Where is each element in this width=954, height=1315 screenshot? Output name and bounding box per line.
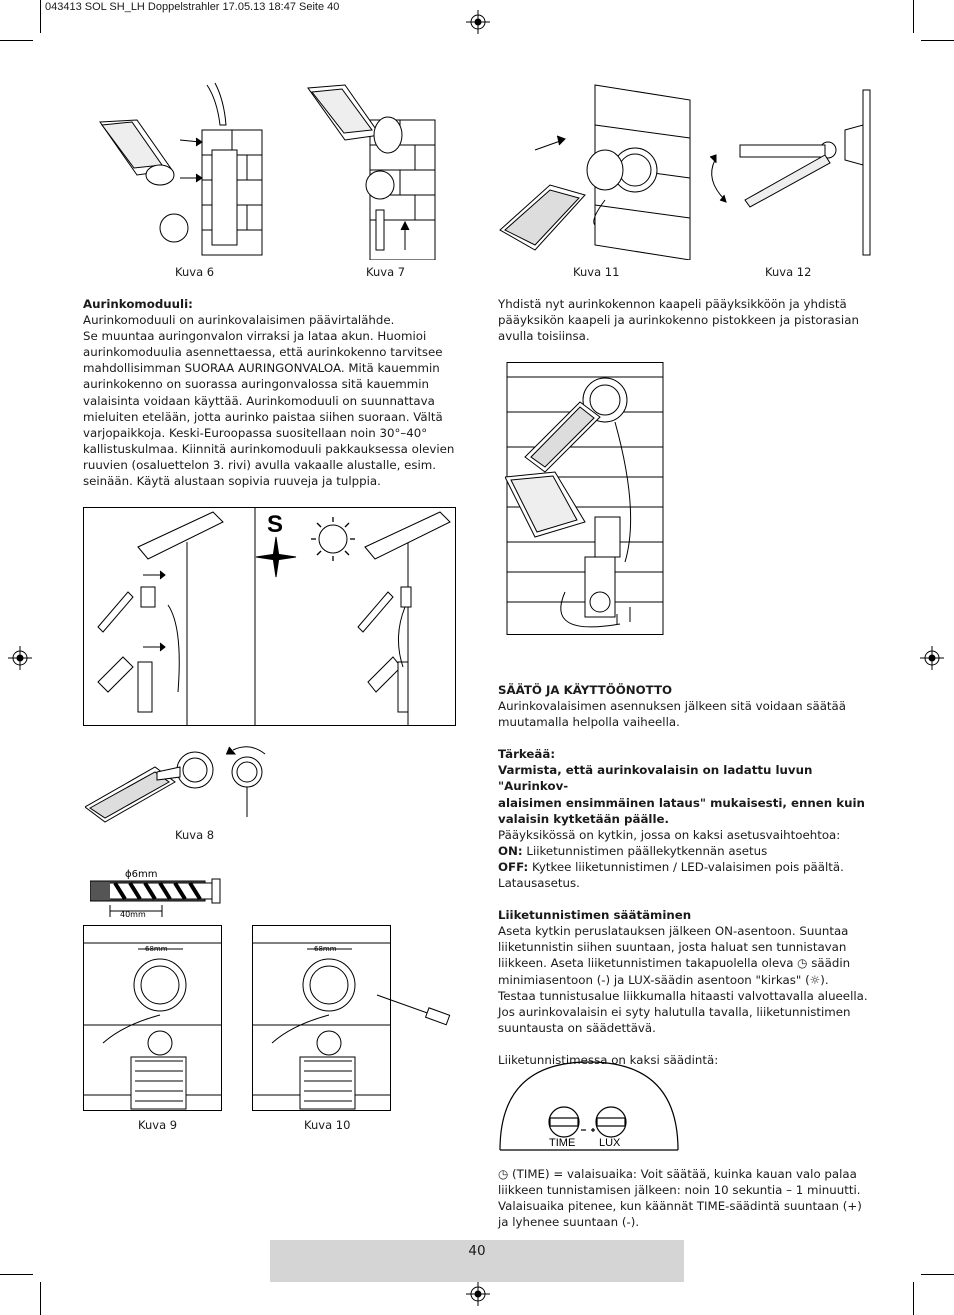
adjustment-section (498, 682, 878, 1068)
text-line: ja lyhenee suuntaan (-). (498, 1215, 640, 1230)
print-header: 043413 SOL SH_LH Doppelstrahler 17.05.13 18:47 Seite 40 (45, 1, 340, 13)
caption-kuva-6: Kuva 6 (175, 265, 215, 279)
text-line: valaisinta voidaan käyttää. Aurinkomoduuli on suunnattava (83, 393, 435, 408)
text-line: Aseta kytkin peruslatauksen jälkeen ON-asentoon. Suuntaa (498, 924, 849, 939)
on-label: ON: (498, 843, 523, 858)
caption-kuva-10: Kuva 10 (304, 1118, 351, 1132)
text-line: minimiasentoon (-) ja LUX-säädin asentoon "kirkas" (☼). (498, 972, 829, 987)
text-line: muutamalla helpolla vaiheella. (498, 715, 680, 730)
spacing-label: 68mm (145, 945, 168, 953)
solar-module-heading: Aurinkomoduuli: (83, 297, 193, 311)
orientation-diagram (83, 507, 456, 727)
adjustment-heading: SÄÄTÖ JA KÄYTTÖÖNOTTO (498, 683, 673, 697)
time-dial-label: TIME (549, 1137, 576, 1149)
text-line: liiketunnistin siihen suuntaan, josta haluat sen tunnistavan (498, 940, 847, 955)
lux-dial-label: LUX (599, 1137, 621, 1149)
caption-kuva-9: Kuva 9 (138, 1118, 178, 1132)
spacing-label: 68mm (314, 945, 337, 953)
page-number: 40 (468, 1243, 486, 1259)
registration-mark-icon (8, 646, 32, 670)
caption-kuva-8: Kuva 8 (175, 828, 215, 842)
important-line: alaisimen ensimmäinen lataus" mukaisesti, ennen kuin (498, 795, 865, 810)
crop-mark (40, 1282, 41, 1315)
figure-10-illustration (252, 925, 457, 1115)
on-text: Liiketunnistimen päällekytkennän asetus (522, 843, 768, 858)
drill-diameter-label: ϕ6mm (125, 869, 158, 880)
caption-kuva-11: Kuva 11 (573, 265, 620, 279)
text-line: mahdollisimman SUORAA AURINGONVALOA. Mitä kauemmin (83, 361, 440, 376)
off-label: OFF: (498, 859, 529, 874)
text-line: Jos aurinkovalaisin ei syty halutulla tavalla, liiketunnistimen (498, 1004, 851, 1019)
text-line: ◷ (TIME) = valaisuaika: Voit säätää, kuinka kauan valo palaa (498, 1167, 857, 1181)
text-line: Liiketunnistimessa on kaksi säädintä: (498, 1052, 719, 1067)
motion-heading: Liiketunnistimen säätäminen (498, 908, 692, 923)
solar-module-section (83, 296, 463, 489)
crop-mark (40, 0, 41, 33)
text-line: Aurinkomoduuli on aurinkovalaisimen päävirtalähde. (83, 313, 395, 328)
crop-mark (0, 40, 33, 41)
text-line: Latausasetus. (498, 876, 580, 891)
text-line: Testaa tunnistusalue liikkumalla hitaasti valvottavalla alueella. (498, 988, 868, 1003)
text-line: Valaisuaika pitenee, kun käännät TIME-säädintä suuntaan (+) (498, 1199, 862, 1214)
important-heading: Tärkeää: (498, 747, 556, 762)
text-line: liikkeen tunnistamisen jälkeen: noin 10 sekuntia – 1 minuutti. (498, 1183, 861, 1198)
crop-mark (921, 40, 954, 41)
text-line: Se muuntaa auringonvalon virraksi ja lataa akun. Huomioi (83, 329, 427, 344)
text-line: seinään. Käytä alustaan sopivia ruuveja ja tulppia. (83, 474, 381, 489)
crop-mark (921, 1274, 954, 1275)
text-line: pääyksikön kaapeli ja aurinkokenno pistokkeen ja pistorasian (498, 313, 859, 328)
text-line: suuntausta on säädettävä. (498, 1020, 656, 1035)
text-line: Pääyksikössä on kytkin, jossa on kaksi asetusvaihtoehtoa: (498, 827, 841, 842)
crop-mark (913, 0, 914, 33)
drill-depth-label: 40mm (120, 910, 146, 919)
important-line: Varmista, että aurinkovalaisin on ladattu luvun "Aurinkov- (498, 763, 813, 794)
off-text: Kytkee liiketunnistimen / LED-valaisimen pois päältä. (528, 859, 844, 874)
connect-instructions (498, 296, 878, 344)
registration-mark-icon (466, 1282, 490, 1306)
dial-diagram (498, 1060, 680, 1152)
text-line: Yhdistä nyt aurinkokennon kaapeli pääyksikköön ja yhdistä (498, 297, 847, 311)
crop-mark (0, 1274, 33, 1275)
text-line: avulla toisiinsa. (498, 329, 590, 344)
crop-mark (913, 1282, 914, 1315)
text-line: Aurinkovalaisimen asennuksen jälkeen sitä voidaan säätää (498, 699, 847, 714)
text-line: aurinkokenno on suorassa auringonvalossa sitä kauemmin (83, 377, 429, 392)
caption-kuva-12: Kuva 12 (765, 265, 812, 279)
text-line: liikkeen. Aseta liiketunnistimen takapuolella oleva ◷ säädin (498, 956, 851, 971)
figure-8-illustration (85, 742, 275, 827)
text-line: aurinkomoduulia asennettaessa, että aurinkokenno tarvitsee (83, 345, 443, 360)
registration-mark-icon (466, 10, 490, 34)
figure-11-illustration (495, 80, 695, 260)
wall-connection-diagram (505, 362, 665, 637)
text-line: mieluiten etelään, jotta aurinko paistaa siihen suoraan. Vältä (83, 409, 443, 424)
registration-mark-icon (920, 646, 944, 670)
text-line: ruuvien (osaluettelon 3. rivi) avulla vakaalle alustalle, esim. (83, 457, 437, 472)
time-explanation (498, 1166, 883, 1230)
important-line: valaisin kytketään päälle. (498, 811, 669, 826)
south-label: S (267, 511, 284, 538)
figure-6-illustration (92, 80, 267, 260)
text-line: varjopaikkoja. Keski-Euroopassa suositellaan noin 30°–40° (83, 425, 428, 440)
drill-diagram (90, 865, 230, 920)
text-line: kallistuskulmaa. Kiinnitä aurinkomoduuli pakkauksessa olevien (83, 441, 455, 456)
figure-7-illustration (300, 80, 440, 260)
figure-9-illustration (83, 925, 223, 1115)
caption-kuva-7: Kuva 7 (366, 265, 406, 279)
figure-12-illustration (700, 85, 875, 260)
